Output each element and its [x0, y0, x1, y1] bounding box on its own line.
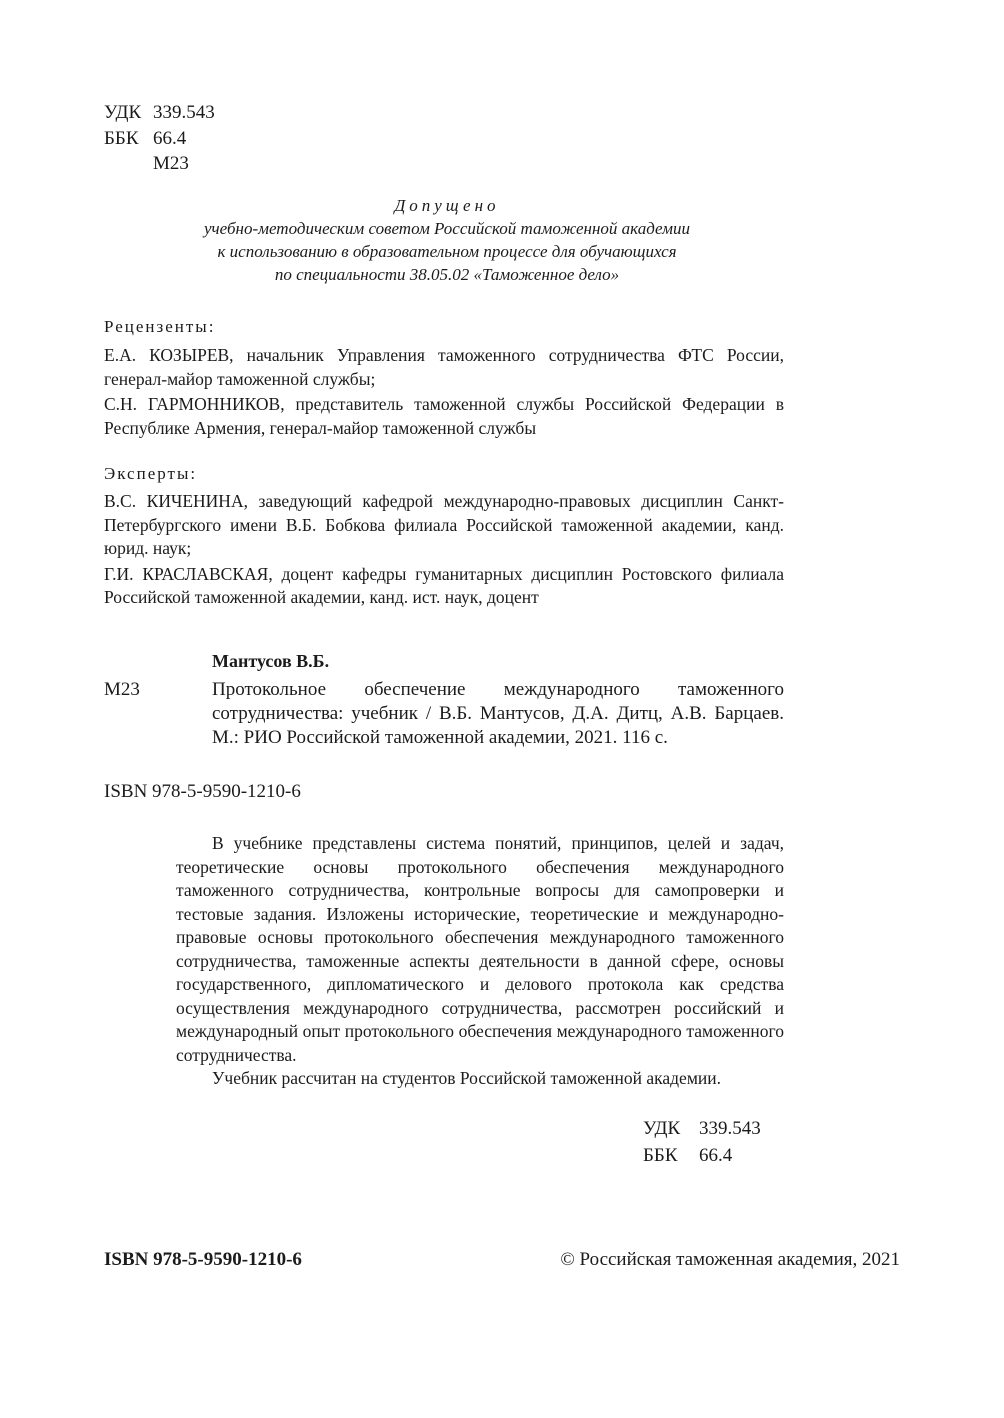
- annotation-paragraph: В учебнике представлены система понятий, принципов, целей и задач, теоретические основы протокольного обеспечения международного таможенного сотрудничества, контрольные вопросы для самопроверки и тестовые задания. Изложены исторические, теоретические и международно-правовые основы протокольного обеспечения международного таможенного сотрудничества, таможенные аспекты деятельности в данной сфере, основы государственного, дипломатического и делового протокола как средства осуществления международного сотрудничества, рассмотрен российский и международный опыт протокольного обеспечения международного таможенного сотрудничества.: [176, 833, 784, 1065]
- udk-value: 339.543: [153, 102, 215, 123]
- catalog-mark: М23: [104, 679, 140, 700]
- bbk-code: [104, 127, 186, 150]
- bbk-label: ББК: [104, 128, 139, 149]
- experts-heading: Эксперты:: [104, 464, 198, 483]
- annotation-paragraph: Учебник рассчитан на студентов Российской таможенной академии.: [212, 1068, 721, 1088]
- approval-line: по специальности 38.05.02 «Таможенное дело»: [274, 265, 620, 284]
- approval-line: учебно-методическим советом Российской таможенной академии: [204, 219, 690, 238]
- bbk-value: 66.4: [153, 128, 187, 149]
- book-citation: Протокольное обеспечение международного таможенного сотрудничества: учебник / В.Б. Мантусов, Д.А. Дитц, А.В. Барцаев. М.: РИО Российской таможенной академии, 2021. 116 с.: [212, 679, 784, 748]
- udk-code: [104, 101, 215, 124]
- reviewers-list: [104, 344, 784, 440]
- approval-line: к использованию в образовательном процессе для обучающихся: [217, 242, 677, 261]
- copyright-notice: © Российская таможенная академия, 2021: [560, 1249, 900, 1270]
- approval-title: Допущено: [394, 196, 500, 215]
- bbk-label: ББК: [643, 1145, 678, 1166]
- reviewer-entry: С.Н. ГАРМОННИКОВ, представитель таможенной службы Российской Федерации в Республике Армения, генерал-майор таможенной службы: [104, 394, 784, 438]
- experts-list: [104, 490, 784, 610]
- bottom-codes: [643, 1115, 761, 1169]
- isbn: ISBN 978-5-9590-1210-6: [104, 781, 301, 802]
- expert-entry: В.С. КИЧЕНИНА, заведующий кафедрой международно-правовых дисциплин Санкт-Петербургского имени В.Б. Бобкова филиала Российской таможенной академии, канд. юрид. наук;: [104, 491, 784, 558]
- udk-label: УДК: [104, 102, 142, 123]
- reviewer-entry: Е.А. КОЗЫРЕВ, начальник Управления таможенного сотрудничества ФТС России, генерал-майор таможенной службы;: [104, 345, 784, 389]
- udk-label: УДК: [643, 1118, 681, 1139]
- bbk-value: 66.4: [699, 1145, 733, 1166]
- bottom-bbk-code: [643, 1142, 761, 1169]
- reviewers-heading: Рецензенты:: [104, 317, 216, 336]
- book-author: Мантусов В.Б.: [212, 651, 330, 671]
- expert-entry: Г.И. КРАСЛАВСКАЯ, доцент кафедры гуманитарных дисциплин Ростовского филиала Российской таможенной академии, канд. ист. наук, доцент: [104, 563, 784, 607]
- footer-isbn: ISBN 978-5-9590-1210-6: [104, 1249, 302, 1270]
- author-mark: М23: [153, 153, 189, 174]
- approval-block: [104, 194, 790, 286]
- bottom-udk-code: [643, 1115, 761, 1142]
- annotation: [176, 832, 784, 1091]
- udk-value: 339.543: [699, 1118, 761, 1139]
